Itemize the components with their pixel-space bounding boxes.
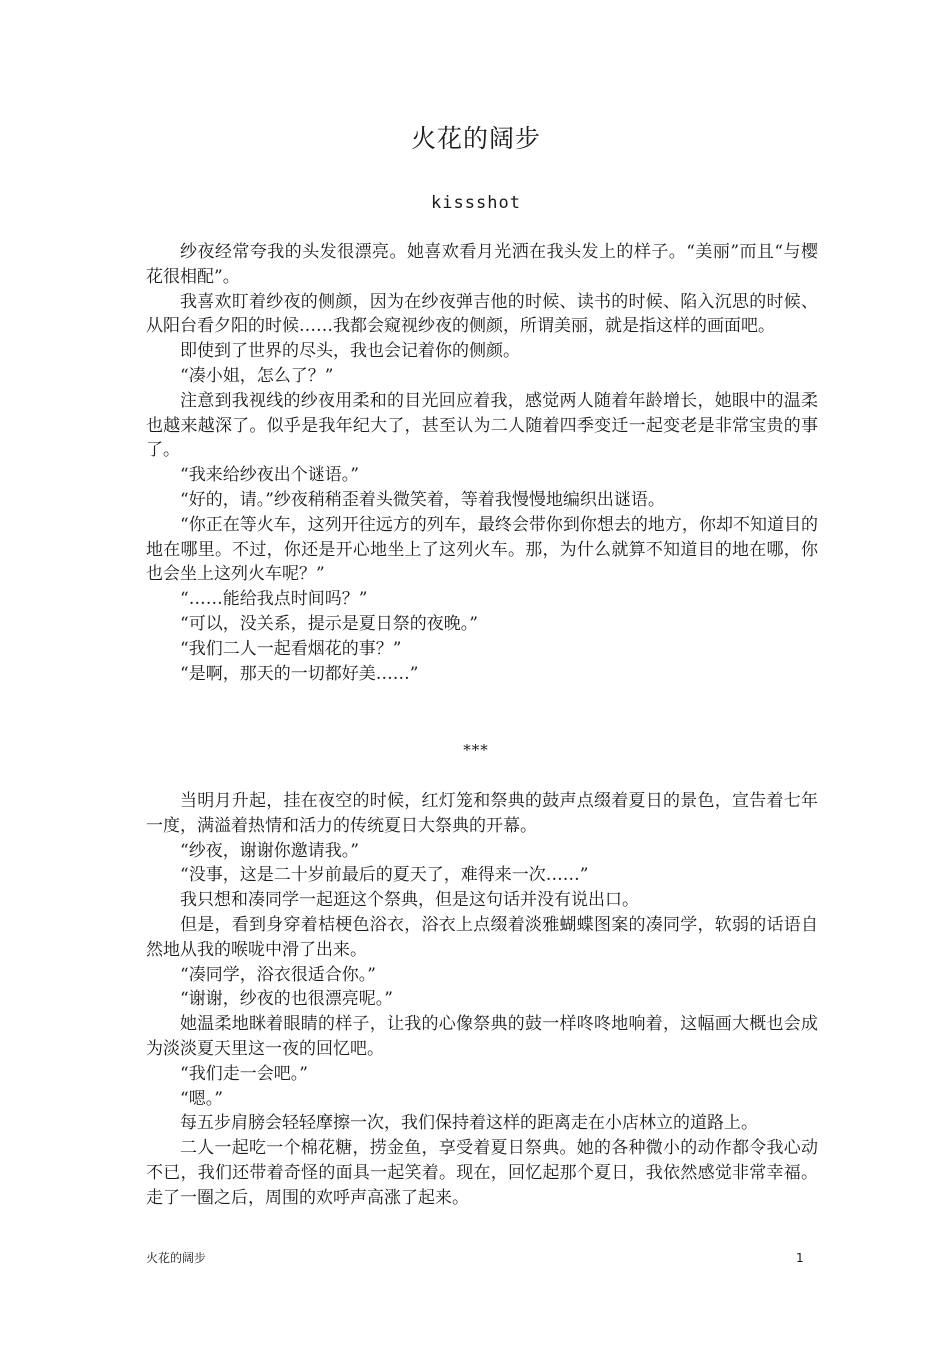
footer-title: 火花的阔步 — [146, 1251, 207, 1265]
paragraph: 但是，看到身穿着桔梗色浴衣，浴衣上点缀着淡雅蝴蝶图案的凑同学，软弱的话语自然地从我的喉咙中滑了出来。 — [146, 914, 818, 960]
paragraph: 二人一起吃一个棉花糖，捞金鱼，享受着夏日祭典。她的各种微小的动作都令我心动不已，我们还带着奇怪的面具一起笑着。现在，回忆起那个夏日，我依然感觉非常幸福。走了一圈之后，周围的欢呼声高涨了起来。 — [146, 1138, 818, 1208]
document-author: kissshot — [431, 193, 521, 213]
paragraph: 她温柔地眯着眼睛的样子，让我的心像祭典的鼓一样咚咚地响着，这幅画大概也会成为淡淡夏天里这一夜的回忆吧。 — [146, 1014, 818, 1059]
document-title: 火花的阔步 — [410, 124, 541, 153]
paragraph: “嗯。” — [180, 1088, 223, 1109]
paragraph: 我只想和凑同学一起逛这个祭典，但是这句话并没有说出口。 — [180, 890, 639, 911]
paragraph: “是啊，那天的一切都好美……” — [180, 663, 419, 684]
paragraph: “纱夜，谢谢你邀请我。” — [180, 840, 359, 861]
paragraph: “凑小姐，怎么了？” — [180, 365, 334, 386]
paragraph: “我来给纱夜出个谜语。” — [180, 465, 359, 486]
footer-page-number: 1 — [796, 1251, 804, 1265]
paragraph: “……能给我点时间吗？” — [180, 589, 368, 610]
paragraph: 注意到我视线的纱夜用柔和的目光回应着我，感觉两人随着年龄增长，她眼中的温柔也越来越深了。似乎是我年纪大了，甚至认为二人随着四季变迁一起变老是非常宝贵的事了。 — [146, 390, 818, 461]
body-section-2 — [146, 789, 818, 1211]
paragraph: “我们走一会吧。” — [180, 1063, 308, 1084]
paragraph: “凑同学，浴衣很适合你。” — [180, 964, 376, 985]
paragraph: “可以，没关系，提示是夏日祭的夜晚。” — [180, 613, 478, 634]
paragraph: “谢谢，纱夜的也很漂亮呢。” — [180, 989, 393, 1010]
paragraph: 即使到了世界的尽头，我也会记着你的侧颜。 — [180, 341, 520, 362]
paragraph: “我们二人一起看烟花的事？” — [180, 638, 402, 659]
section-separator: *** — [463, 741, 489, 759]
paragraph: 纱夜经常夸我的头发很漂亮。她喜欢看月光洒在我头发上的样子。“美丽”而且“与樱花很相配”。 — [146, 242, 818, 287]
paragraph: 当明月升起，挂在夜空的时候，红灯笼和祭典的鼓声点缀着夏日的景色，宣告着七年一度，满溢着热情和活力的传统夏日大祭典的开幕。 — [146, 791, 818, 836]
paragraph: “你正在等火车，这列开往远方的列车，最终会带你到你想去的地方，你却不知道目的地在哪里。不过，你还是开心地坐上了这列火车。那，为什么就算不知道目的地在哪，你也会坐上这列火车呢？” — [146, 514, 818, 585]
paragraph: “没事，这是二十岁前最后的夏天了，难得来一次……” — [180, 865, 589, 886]
paragraph: “好的，请。”纱夜稍稍歪着头微笑着，等着我慢慢地编织出谜语。 — [180, 489, 665, 510]
paragraph: 我喜欢盯着纱夜的侧颜，因为在纱夜弹吉他的时候、读书的时候、陷入沉思的时候、从阳台看夕阳的时候……我都会窥视纱夜的侧颜，所谓美丽，就是指这样的画面吧。 — [146, 291, 818, 337]
paragraph: 每五步肩膀会轻轻摩擦一次，我们保持着这样的距离走在小店林立的道路上。 — [180, 1113, 758, 1134]
body-section-1 — [146, 240, 818, 686]
